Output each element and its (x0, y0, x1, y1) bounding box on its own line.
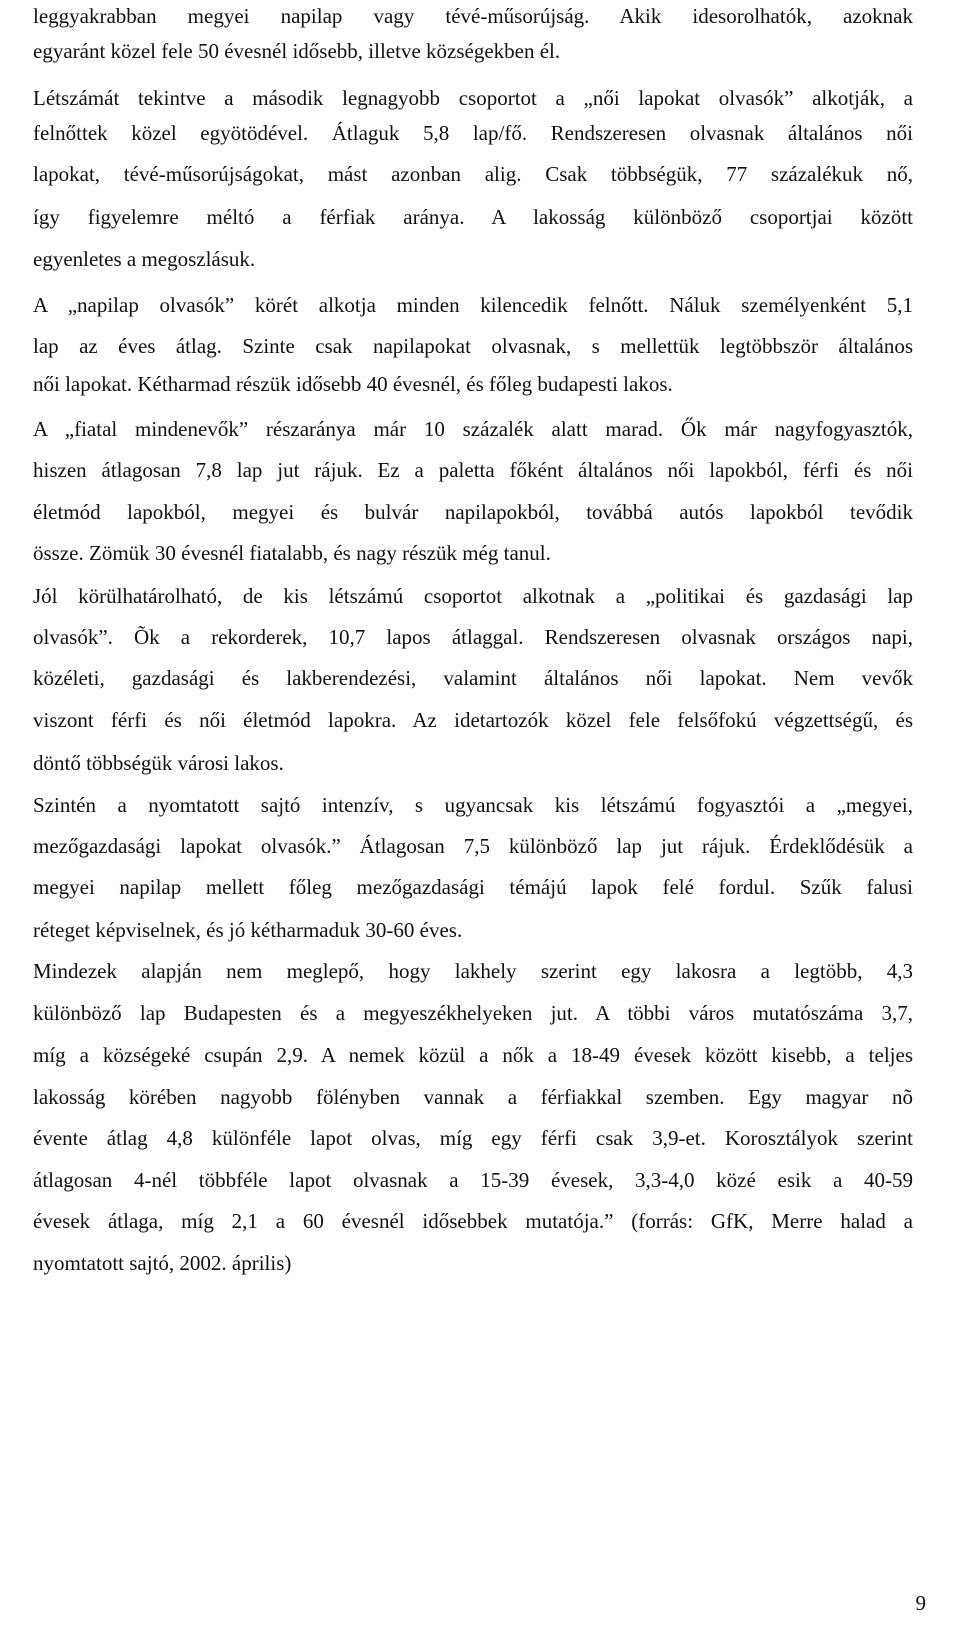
page-number: 9 (915, 1591, 926, 1615)
text-line: réteget képviselnek, és jó kétharmaduk 30-60 éves. (33, 918, 463, 942)
text-line: döntő többségük városi lakos. (33, 751, 284, 775)
text-line: mezőgazdasági lapokat olvasók.” Átlagosan 7,5 különböző lap jut rájuk. Érdeklődésük a (33, 834, 913, 858)
text-line: míg a községeké csupán 2,9. A nemek közül a nők a 18-49 évesek között kisebb, a teljes (33, 1043, 913, 1067)
text-line: A „napilap olvasók” körét alkotja minden kilencedik felnőtt. Náluk személyenként 5,1 (33, 293, 913, 317)
text-line: lap az éves átlag. Szinte csak napilapokat olvasnak, s mellettük legtöbbször általános (33, 334, 913, 358)
text-line: hiszen átlagosan 7,8 lap jut rájuk. Ez a paletta főként általános női lapokból, férfi és női (33, 458, 913, 482)
text-line: egyaránt közel fele 50 évesnél idősebb, illetve községekben él. (33, 39, 561, 63)
text-line: átlagosan 4-nél többféle lapot olvasnak a 15-39 évesek, 3,3-4,0 közé esik a 40-59 (33, 1168, 913, 1192)
text-line: olvasók”. Õk a rekorderek, 10,7 lapos átlaggal. Rendszeresen olvasnak országos napi, (33, 625, 913, 649)
text-line: egyenletes a megoszlásuk. (33, 247, 256, 271)
text-line: viszont férfi és női életmód lapokra. Az idetartozók közel fele felsőfokú végzettségű, és (33, 708, 913, 732)
text-line: leggyakrabban megyei napilap vagy tévé-műsorújság. Akik idesorolhatók, azoknak (33, 4, 913, 28)
text-line: közéleti, gazdasági és lakberendezési, valamint általános női lapokat. Nem vevők (33, 666, 913, 690)
text-line: évente átlag 4,8 különféle lapot olvas, míg egy férfi csak 3,9-et. Korosztályok szerint (33, 1126, 913, 1150)
text-line: életmód lapokból, megyei és bulvár napilapokból, továbbá autós lapokból tevődik (33, 500, 913, 524)
text-line: nyomtatott sajtó, 2002. április) (33, 1251, 292, 1275)
text-line: össze. Zömük 30 évesnél fiatalabb, és nagy részük még tanul. (33, 541, 551, 565)
text-line: felnőttek közel egyötödével. Átlaguk 5,8 lap/fő. Rendszeresen olvasnak általános női (33, 121, 913, 145)
text-line: lakosság körében nagyobb fölényben vannak a férfiakkal szemben. Egy magyar nõ (33, 1085, 913, 1109)
text-line: A „fiatal mindenevők” részaránya már 10 százalék alatt marad. Ők már nagyfogyasztók, (33, 417, 913, 441)
text-line: Szintén a nyomtatott sajtó intenzív, s ugyancsak kis létszámú fogyasztói a „megyei, (33, 793, 913, 817)
text-line: különböző lap Budapesten és a megyeszékhelyeken jut. A többi város mutatószáma 3,7, (33, 1001, 913, 1025)
text-line: lapokat, tévé-műsorújságokat, mást azonban alig. Csak többségük, 77 százalékuk nő, (33, 162, 913, 186)
text-line: Mindezek alapján nem meglepő, hogy lakhely szerint egy lakosra a legtöbb, 4,3 (33, 959, 913, 983)
text-line: évesek átlaga, míg 2,1 a 60 évesnél idősebbek mutatója.” (forrás: GfK, Merre halad a (33, 1209, 913, 1233)
text-line: megyei napilap mellett főleg mezőgazdasági témájú lapok felé fordul. Szűk falusi (33, 875, 913, 899)
text-line: Létszámát tekintve a második legnagyobb csoportot a „női lapokat olvasók” alkotják, a (33, 86, 913, 110)
text-line: így figyelemre méltó a férfiak aránya. A lakosság különböző csoportjai között (33, 205, 913, 229)
text-line: Jól körülhatárolható, de kis létszámú csoportot alkotnak a „politikai és gazdasági lap (33, 584, 913, 608)
text-line: női lapokat. Kétharmad részük idősebb 40 évesnél, és főleg budapesti lakos. (33, 372, 673, 396)
